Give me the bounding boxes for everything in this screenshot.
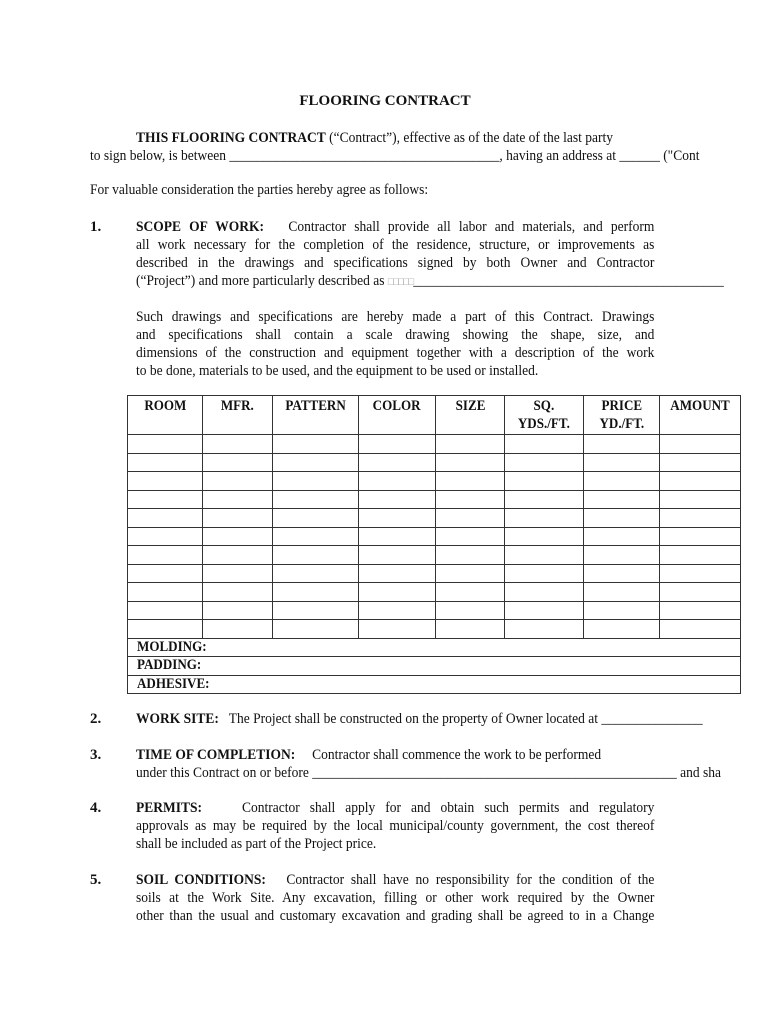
table-cell[interactable] — [436, 509, 505, 528]
table-cell[interactable] — [505, 527, 584, 546]
material-row — [128, 657, 741, 676]
intro-line-2: to sign below, is between ________________________________________, having an address at ______ ("Cont — [90, 148, 700, 164]
section-text: (“Project”) and more particularly described as — [136, 273, 385, 289]
table-cell[interactable] — [202, 620, 272, 639]
table-cell[interactable] — [128, 601, 203, 620]
table-cell[interactable] — [505, 583, 584, 602]
section-1-para2-line: to be done, materials to be used, and the equipment to be used or installed. — [136, 363, 539, 379]
table-cell[interactable] — [358, 601, 436, 620]
table-cell[interactable] — [505, 490, 584, 509]
table-cell[interactable] — [128, 453, 203, 472]
table-cell[interactable] — [202, 490, 272, 509]
project-description-blank[interactable]: ______________________________________________ — [413, 273, 724, 289]
table-cell[interactable] — [505, 509, 584, 528]
column-header — [128, 396, 203, 435]
material-field[interactable] — [128, 657, 741, 676]
section-5-line: soils at the Work Site. Any excavation, filling or other work required by the Owner — [136, 890, 655, 906]
material-field[interactable] — [128, 675, 741, 694]
table-cell[interactable] — [660, 583, 741, 602]
table-cell[interactable] — [358, 583, 436, 602]
table-cell[interactable] — [436, 583, 505, 602]
table-cell[interactable] — [358, 546, 436, 565]
table-cell[interactable] — [128, 546, 203, 565]
table-cell[interactable] — [660, 546, 741, 565]
table-row — [128, 620, 741, 639]
table-cell[interactable] — [584, 546, 660, 565]
table-cell[interactable] — [128, 435, 203, 454]
table-cell[interactable] — [505, 564, 584, 583]
table-cell[interactable] — [128, 509, 203, 528]
flooring-items-table — [127, 395, 741, 694]
table-cell[interactable] — [584, 601, 660, 620]
table-cell[interactable] — [436, 564, 505, 583]
table-cell[interactable] — [660, 564, 741, 583]
table-cell[interactable] — [584, 490, 660, 509]
table-cell[interactable] — [660, 472, 741, 491]
table-cell[interactable] — [584, 527, 660, 546]
section-number: 1. — [90, 219, 102, 235]
table-cell[interactable] — [358, 564, 436, 583]
material-row — [128, 638, 741, 657]
table-cell[interactable] — [358, 453, 436, 472]
table-cell[interactable] — [660, 453, 741, 472]
section-number: 3. — [90, 747, 102, 763]
table-cell[interactable] — [202, 472, 272, 491]
table-cell[interactable] — [505, 435, 584, 454]
section-5-line: other than the usual and customary excavation and grading shall be agreed to in a Change — [136, 908, 655, 924]
table-row — [128, 453, 741, 472]
table-cell[interactable] — [202, 453, 272, 472]
table-cell[interactable] — [358, 527, 436, 546]
table-cell[interactable] — [660, 509, 741, 528]
table-row — [128, 490, 741, 509]
column-header — [584, 396, 660, 435]
section-text: Contractor shall provide all labor and materials, and perform — [288, 219, 655, 235]
column-header — [660, 396, 741, 435]
table-cell[interactable] — [272, 546, 358, 565]
table-cell[interactable] — [660, 435, 741, 454]
column-header-label: SIZE — [455, 398, 486, 414]
section-1-para2-line: and specifications shall contain a scale drawing showing the shape, size, and — [136, 327, 655, 343]
table-cell[interactable] — [584, 472, 660, 491]
table-cell[interactable] — [505, 472, 584, 491]
column-header — [436, 396, 505, 435]
column-header — [505, 396, 584, 435]
table-cell[interactable] — [272, 527, 358, 546]
table-cell[interactable] — [128, 583, 203, 602]
section-heading: SCOPE OF WORK: — [136, 219, 265, 235]
table-row — [128, 546, 741, 565]
material-label: PADDING: — [137, 657, 202, 674]
column-header — [358, 396, 436, 435]
table-cell[interactable] — [436, 546, 505, 565]
table-cell[interactable] — [128, 472, 203, 491]
table-row — [128, 564, 741, 583]
section-heading: SOIL CONDITIONS: — [136, 872, 266, 888]
section-1-line: all work necessary for the completion of the residence, structure, or improvements as — [136, 237, 655, 253]
table-cell[interactable] — [358, 472, 436, 491]
table-cell[interactable] — [660, 601, 741, 620]
table-cell[interactable] — [660, 620, 741, 639]
table-cell[interactable] — [505, 620, 584, 639]
section-number: 5. — [90, 872, 102, 888]
section-1-para2-line: Such drawings and specifications are hereby made a part of this Contract. Drawings — [136, 309, 655, 325]
table-cell[interactable] — [436, 527, 505, 546]
section-5-line — [136, 871, 654, 889]
table-cell[interactable] — [272, 453, 358, 472]
placeholder-boxes: □□□□□ — [387, 276, 414, 288]
consideration-text: For valuable consideration the parties hereby agree as follows: — [90, 182, 429, 198]
table-cell[interactable] — [505, 546, 584, 565]
column-header-label: ROOM — [143, 398, 186, 414]
table-cell[interactable] — [358, 435, 436, 454]
section-1-line: described in the drawings and specifications signed by both Owner and Contractor — [136, 255, 655, 271]
section-1-line — [136, 272, 724, 291]
section-4-line — [136, 799, 654, 817]
column-header-label: COLOR — [373, 398, 421, 414]
table-cell[interactable] — [584, 435, 660, 454]
table-cell[interactable] — [358, 620, 436, 639]
table-cell[interactable] — [584, 564, 660, 583]
table-row — [128, 435, 741, 454]
section-3-line — [136, 746, 601, 764]
table-cell[interactable] — [584, 453, 660, 472]
section-number: 2. — [90, 711, 102, 727]
table-cell[interactable] — [436, 490, 505, 509]
intro-line-1 — [136, 129, 613, 147]
table-row — [128, 472, 741, 491]
table-cell[interactable] — [128, 564, 203, 583]
section-text: Contractor shall have no responsibility for the condition of the — [286, 872, 655, 888]
table-cell[interactable] — [358, 509, 436, 528]
table-cell[interactable] — [505, 601, 584, 620]
material-field[interactable] — [128, 638, 741, 657]
table-row — [128, 509, 741, 528]
table-cell[interactable] — [358, 490, 436, 509]
intro-bold: THIS FLOORING CONTRACT — [136, 130, 326, 146]
column-header — [272, 396, 358, 435]
table-row — [128, 527, 741, 546]
table-cell[interactable] — [584, 509, 660, 528]
table-cell[interactable] — [436, 453, 505, 472]
section-4-line: shall be included as part of the Project price. — [136, 836, 377, 852]
table-cell[interactable] — [584, 583, 660, 602]
table-cell[interactable] — [660, 490, 741, 509]
section-text: The Project shall be constructed on the property of Owner located at _______________ — [228, 711, 703, 727]
table-cell[interactable] — [505, 453, 584, 472]
table-row — [128, 601, 741, 620]
table-cell[interactable] — [128, 490, 203, 509]
section-heading: TIME OF COMPLETION: — [136, 747, 296, 763]
section-1-line — [136, 218, 654, 236]
table-cell[interactable] — [584, 620, 660, 639]
section-text: Contractor shall apply for and obtain such permits and regulatory — [242, 800, 655, 816]
document-title: FLOORING CONTRACT — [299, 93, 471, 109]
column-header — [202, 396, 272, 435]
section-3-line: under this Contract on or before ______________________________________________________ and sha — [136, 765, 721, 781]
intro-text: (“Contract”), effective as of the date of the last party — [325, 130, 614, 146]
section-heading: WORK SITE: — [136, 711, 219, 727]
material-row — [128, 675, 741, 694]
table-cell[interactable] — [436, 601, 505, 620]
section-text: Contractor shall commence the work to be performed — [312, 747, 602, 763]
table-cell[interactable] — [202, 435, 272, 454]
table-row — [128, 583, 741, 602]
material-label: ADHESIVE: — [137, 675, 210, 692]
table-cell[interactable] — [272, 620, 358, 639]
table-cell[interactable] — [202, 564, 272, 583]
column-header-label: SQ. YDS./FT. — [518, 398, 571, 432]
table-cell[interactable] — [202, 509, 272, 528]
table-cell[interactable] — [202, 601, 272, 620]
table-cell[interactable] — [272, 583, 358, 602]
table-cell[interactable] — [436, 472, 505, 491]
table-cell[interactable] — [660, 527, 741, 546]
section-2-line — [136, 710, 703, 728]
table-cell[interactable] — [436, 435, 505, 454]
table-cell[interactable] — [272, 435, 358, 454]
table-cell[interactable] — [128, 620, 203, 639]
table-cell[interactable] — [202, 583, 272, 602]
table-cell[interactable] — [272, 509, 358, 528]
column-header-label: PATTERN — [284, 398, 346, 414]
material-label: MOLDING: — [137, 638, 207, 655]
column-header-label: MFR. — [220, 398, 254, 414]
table-cell[interactable] — [436, 620, 505, 639]
column-header-label: PRICE YD./FT. — [599, 398, 644, 432]
column-header-label: AMOUNT — [670, 398, 730, 414]
table-cell[interactable] — [272, 601, 358, 620]
section-heading: PERMITS: — [136, 800, 203, 816]
section-4-line: approvals as may be required by the local municipal/county government, the cost thereof — [136, 818, 655, 834]
table-cell[interactable] — [272, 472, 358, 491]
table-cell[interactable] — [128, 527, 203, 546]
section-1-para2-line: dimensions of the construction and equipment together with a description of the work — [136, 345, 655, 361]
table-cell[interactable] — [202, 527, 272, 546]
table-cell[interactable] — [272, 564, 358, 583]
table-cell[interactable] — [202, 546, 272, 565]
table-cell[interactable] — [272, 490, 358, 509]
section-number: 4. — [90, 800, 102, 816]
